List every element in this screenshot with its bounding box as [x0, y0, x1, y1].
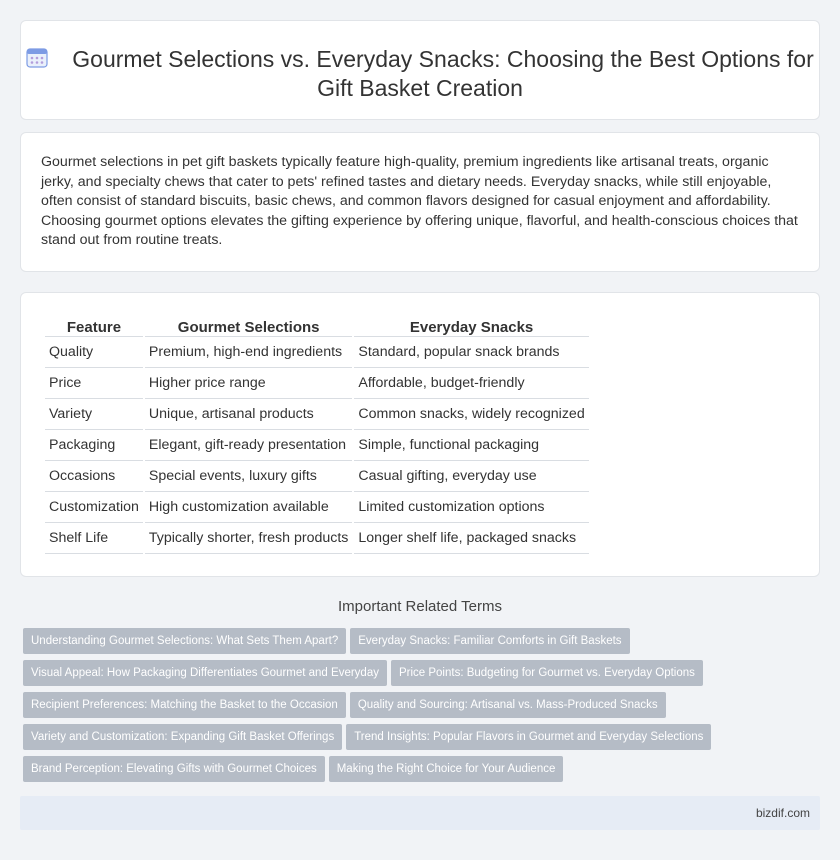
related-term-link[interactable]: Variety and Customization: Expanding Gift Basket Offerings	[23, 724, 342, 750]
cell-feature: Shelf Life	[45, 523, 143, 554]
related-term-link[interactable]: Quality and Sourcing: Artisanal vs. Mass-Produced Snacks	[350, 692, 666, 718]
page-title: Gourmet Selections vs. Everyday Snacks: Choosing the Best Options for Gift Basket Creation	[72, 46, 814, 101]
table-row	[45, 492, 589, 523]
table-row	[45, 368, 589, 399]
cell-feature: Occasions	[45, 461, 143, 492]
intro-card	[20, 132, 820, 272]
related-term-link[interactable]: Visual Appeal: How Packaging Differentiates Gourmet and Everyday	[23, 660, 387, 686]
related-term-link[interactable]: Brand Perception: Elevating Gifts with Gourmet Choices	[23, 756, 325, 782]
cell-gourmet: High customization available	[145, 492, 353, 523]
cell-everyday: Common snacks, widely recognized	[354, 399, 588, 430]
footer-site-link[interactable]: bizdif.com	[755, 806, 810, 820]
table-header-row	[45, 313, 589, 337]
cell-everyday: Longer shelf life, packaged snacks	[354, 523, 588, 554]
calendar-icon	[26, 46, 48, 68]
related-term-link[interactable]: Price Points: Budgeting for Gourmet vs. Everyday Options	[391, 660, 703, 686]
cell-gourmet: Elegant, gift-ready presentation	[145, 430, 353, 461]
related-term-link[interactable]: Recipient Preferences: Matching the Basket to the Occasion	[23, 692, 346, 718]
cell-feature: Customization	[45, 492, 143, 523]
cell-everyday: Limited customization options	[354, 492, 588, 523]
cell-gourmet: Typically shorter, fresh products	[145, 523, 353, 554]
related-term-link[interactable]: Making the Right Choice for Your Audience	[329, 756, 564, 782]
cell-gourmet: Unique, artisanal products	[145, 399, 353, 430]
related-term-link[interactable]: Understanding Gourmet Selections: What Sets Them Apart?	[23, 628, 346, 654]
table-row	[45, 399, 589, 430]
page-title-wrap	[21, 45, 819, 103]
related-term-link[interactable]: Everyday Snacks: Familiar Comforts in Gift Baskets	[350, 628, 629, 654]
header-gourmet: Gourmet Selections	[145, 313, 353, 337]
cell-feature: Quality	[45, 337, 143, 368]
comparison-card	[20, 292, 820, 577]
header-everyday: Everyday Snacks	[354, 313, 588, 337]
title-card	[20, 20, 820, 120]
table-row	[45, 461, 589, 492]
cell-feature: Price	[45, 368, 143, 399]
cell-feature: Packaging	[45, 430, 143, 461]
table-row	[45, 337, 589, 368]
cell-feature: Variety	[45, 399, 143, 430]
related-term-link[interactable]: Trend Insights: Popular Flavors in Gourmet and Everyday Selections	[346, 724, 711, 750]
table-row	[45, 523, 589, 554]
cell-everyday: Casual gifting, everyday use	[354, 461, 588, 492]
header-feature: Feature	[45, 313, 143, 337]
comparison-table	[43, 313, 591, 554]
cell-gourmet: Higher price range	[145, 368, 353, 399]
related-terms-heading: Important Related Terms	[338, 598, 502, 615]
cell-everyday: Simple, functional packaging	[354, 430, 588, 461]
footer	[20, 796, 820, 830]
cell-everyday: Affordable, budget-friendly	[354, 368, 588, 399]
cell-everyday: Standard, popular snack brands	[354, 337, 588, 368]
intro-paragraph: Gourmet selections in pet gift baskets typically feature high-quality, premium ingredients like artisanal treats, organic jerky, and specialty chews that cater to pets' refined tastes and dietary needs. Everyday snacks, while still enjoyable, often consist of standard biscuits, basic chews, and common flavors designed for casual enjoyment and affordability. Choosing gourmet options elevates the gifting experience by offering unique, flavorful, and health-conscious choices that stand out from routine treats.	[41, 154, 798, 249]
related-terms-list	[23, 628, 803, 788]
table-row	[45, 430, 589, 461]
cell-gourmet: Special events, luxury gifts	[145, 461, 353, 492]
cell-gourmet: Premium, high-end ingredients	[145, 337, 353, 368]
